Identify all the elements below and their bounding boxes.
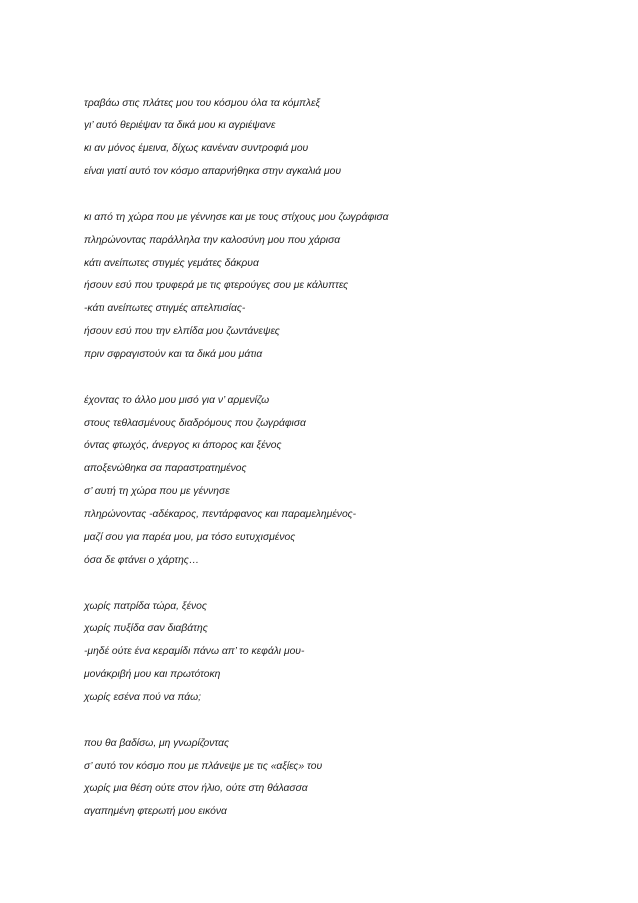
poem-line: -μηδέ ούτε ένα κεραμίδι πάνω απ’ το κεφάλι μου- <box>84 646 305 658</box>
poem-body <box>84 93 604 825</box>
poem-line: μονάκριβή μου και πρωτότοκη <box>84 669 221 681</box>
stanza-5 <box>84 733 604 824</box>
poem-line: όσα δε φτάνει ο χάρτης… <box>84 554 200 566</box>
poem-line: όντας φτωχός, άνεργος κι άπορος και ξένος <box>84 440 282 452</box>
poem-line: σ’ αυτό τον κόσμο που με πλάνεψε με τις «αξίες» του <box>84 760 323 772</box>
poem-line: πριν σφραγιστούν και τα δικά μου μάτια <box>84 349 263 361</box>
poem-line: έχοντας το άλλο μου μισό για ν’ αρμενίζω <box>84 394 270 406</box>
poem-line: χωρίς πατρίδα τώρα, ξένος <box>84 600 207 612</box>
poem-line: είναι γιατί αυτό τον κόσμο απαρνήθηκα στην αγκαλιά μου <box>84 166 342 178</box>
stanza-3 <box>84 390 604 573</box>
poem-line: πληρώνοντας παράλληλα την καλοσύνη μου που χάρισα <box>84 234 341 246</box>
poem-line: μαζί σου για παρέα μου, μα τόσο ευτυχισμένος <box>84 531 296 543</box>
poem-line: γι’ αυτό θεριέψαν τα δικά μου κι αγριέψανε <box>84 120 276 132</box>
stanza-1 <box>84 93 604 184</box>
poem-line: χωρίς εσένα πού να πάω; <box>84 691 202 703</box>
poem-line: ήσουν εσύ που την ελπίδα μου ζωντάνεψες <box>84 326 280 338</box>
poem-line: -κάτι ανείπωτες στιγμές απελπισίας- <box>84 303 246 315</box>
poem-line: κι από τη χώρα που με γέννησε και με τους στίχους μου ζωγράφισα <box>84 211 389 223</box>
poem-line: αποξενώθηκα σα παραστρατημένος <box>84 463 247 475</box>
poem-line: ήσουν εσύ που τρυφερά με τις φτερούγες σου με κάλυπτες <box>84 280 349 292</box>
poem-line: πληρώνοντας -αδέκαρος, πεντάρφανος και παραμελημένος- <box>84 509 357 521</box>
poem-line: στους τεθλασμένους διαδρόμους που ζωγράφισα <box>84 417 306 429</box>
poem-line: σ’ αυτή τη χώρα που με γέννησε <box>84 486 230 498</box>
stanza-2 <box>84 207 604 367</box>
poem-line: κάτι ανείπωτες στιγμές γεμάτες δάκρυα <box>84 257 259 269</box>
poem-line: τραβάω στις πλάτες μου του κόσμου όλα τα κόμπλεξ <box>84 97 321 109</box>
poem-line: αγαπημένη φτερωτή μου εικόνα <box>84 806 227 818</box>
poem-line: κι αν μόνος έμεινα, δίχως κανέναν συντροφιά μου <box>84 143 309 155</box>
poem-line: που θα βαδίσω, μη γνωρίζοντας <box>84 737 230 749</box>
poem-line: χωρίς πυξίδα σαν διαβάτης <box>84 623 208 635</box>
poem-line: χωρίς μια θέση ούτε στον ήλιο, ούτε στη θάλασσα <box>84 783 308 795</box>
stanza-4 <box>84 596 604 710</box>
